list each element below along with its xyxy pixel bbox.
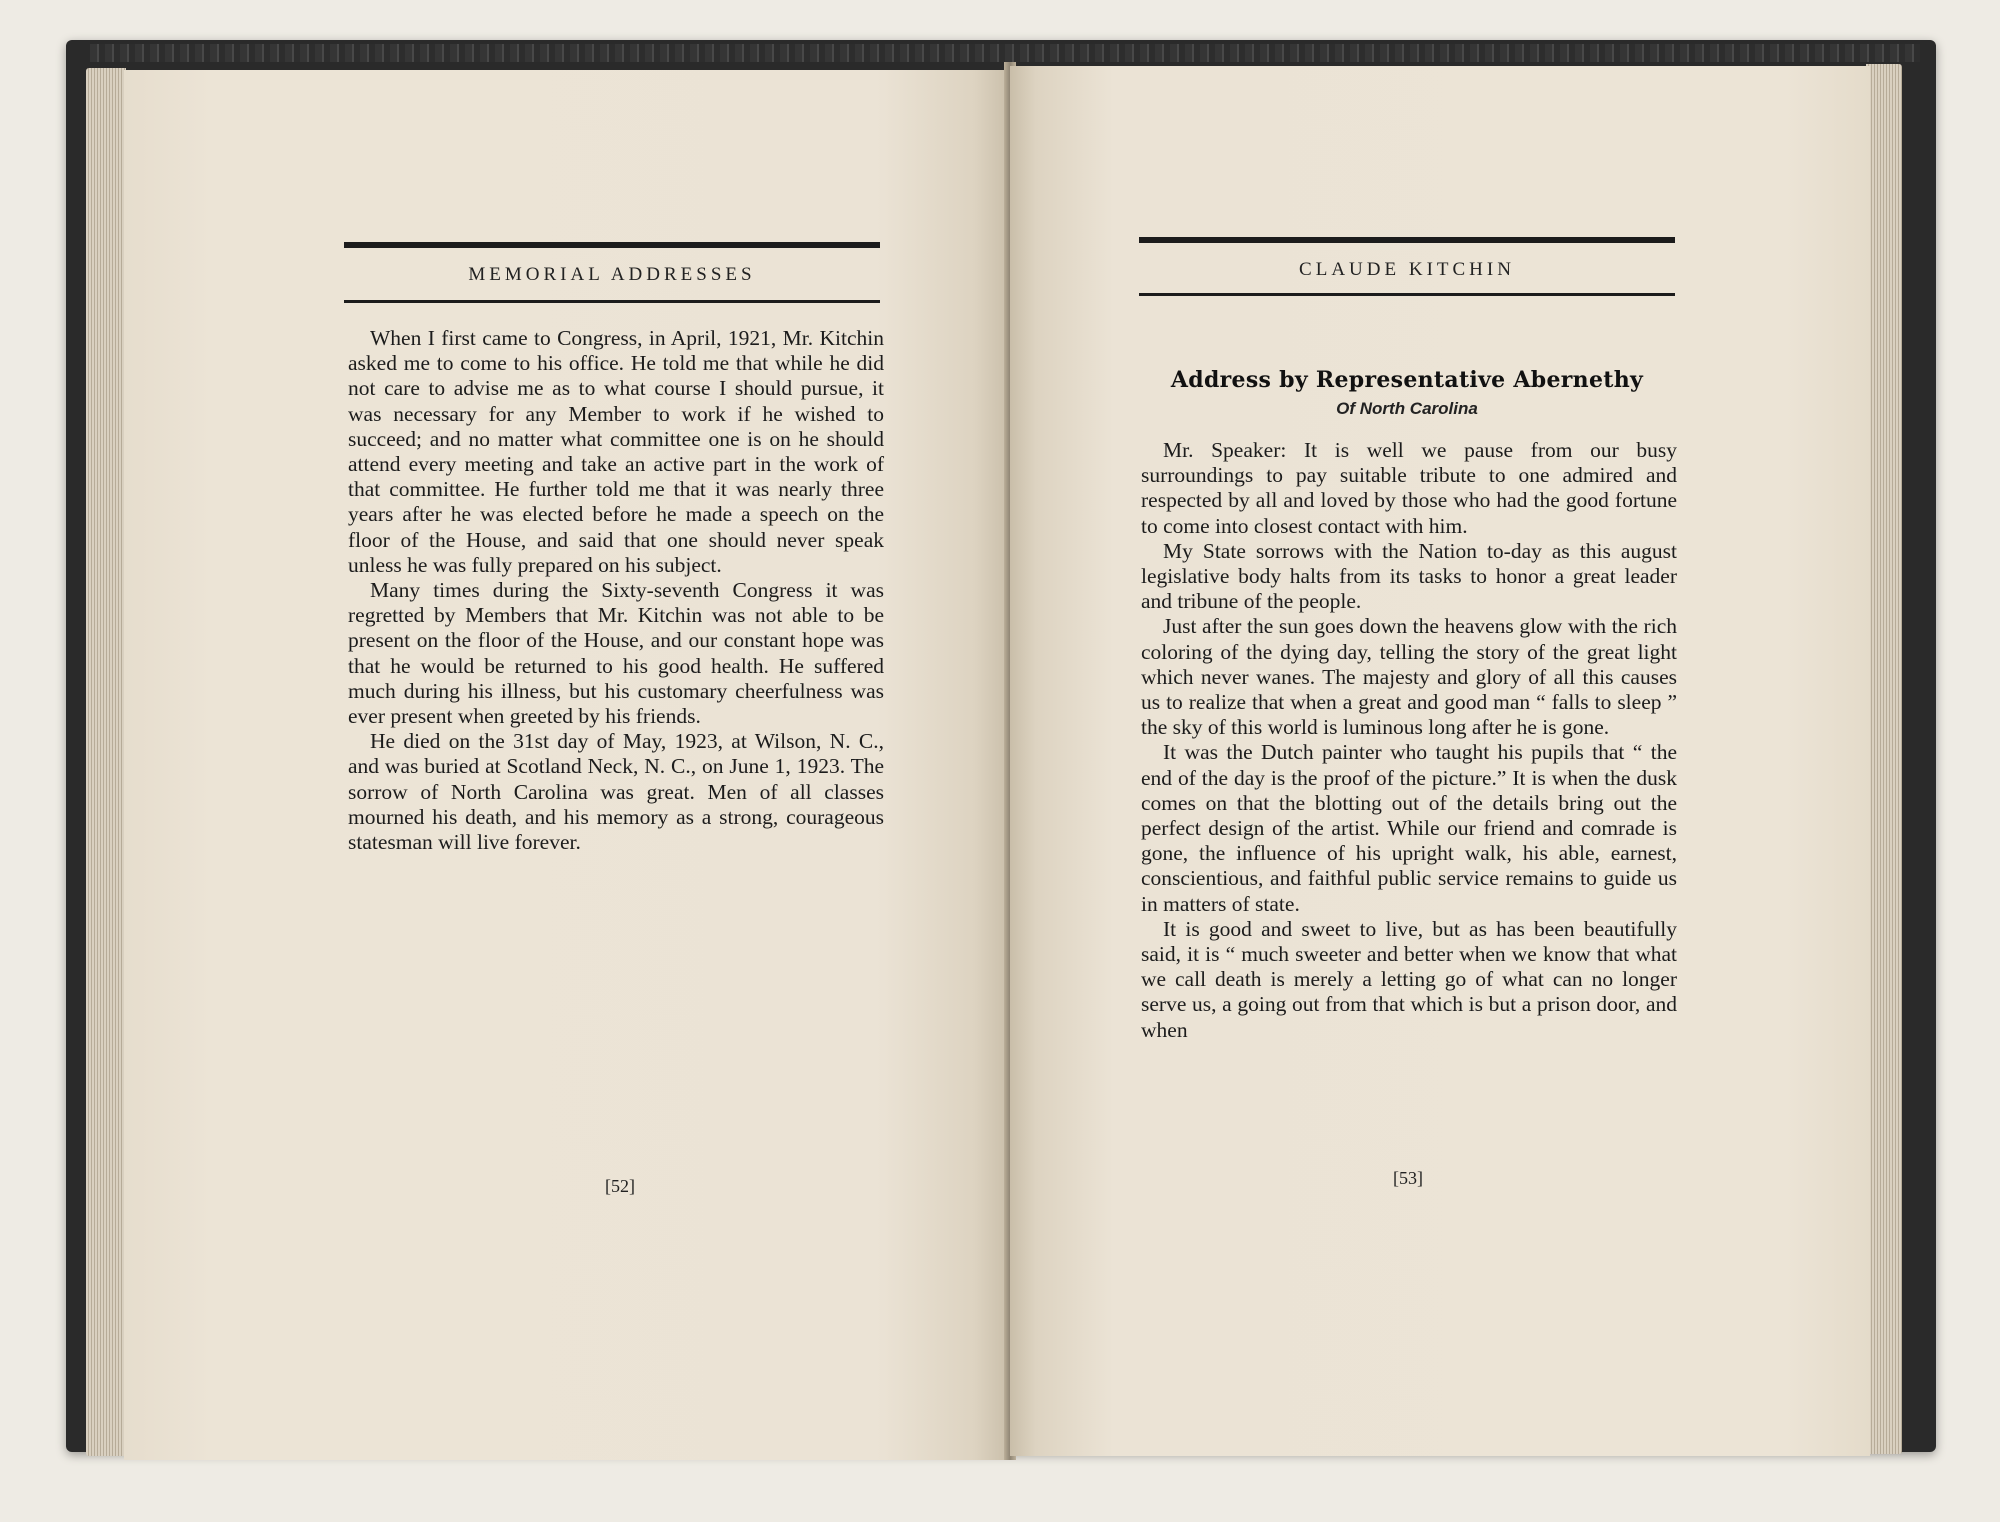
left-paragraph-1: When I first came to Congress, in April, 1921, Mr. Kitchin asked me to come to his office. He told me that while he did not care to advise me as to what course I should pursue, it was necessary for any Member to work if he wished to succeed; and no matter what committee one is on he should attend every meeting and take an active part in the work of that committee. He further told me that it was nearly three years after he was elected before he made a speech on the floor of the House, and said that one should never speak unless he was fully prepared on his subject. (348, 326, 884, 577)
left-top-rule (344, 242, 880, 248)
right-body-text (1141, 438, 1677, 1043)
right-paragraph-1: Mr. Speaker: It is well we pause from our busy surroundings to pay suitable tribute to one admired and respected by all and loved by those who had the good fortune to come into closest contact with him. (1141, 438, 1677, 538)
right-paragraph-5: It is good and sweet to live, but as has been beautifully said, it is “ much sweeter and better when we know that what we call death is merely a letting go of what can no longer serve us, a going out from that which is but a prison door, and when (1141, 916, 1677, 1042)
address-subtitle: Of North Carolina (1336, 399, 1478, 418)
right-page-edges (1866, 64, 1902, 1454)
left-paragraph-3: He died on the 31st day of May, 1923, at Wilson, N. C., and was buried at Scotland Neck, N. C., on June 1, 1923. The sorrow of North Carolina was great. Men of all classes mourned his death, and his memory as a strong, courageous statesman will live forever. (348, 729, 884, 855)
left-page-edges (86, 68, 126, 1456)
right-paragraph-2: My State sorrows with the Nation to-day as this august legislative body halts from its tasks to honor a great leader and tribune of the people. (1141, 538, 1677, 614)
address-title: Address by Representative Abernethy (1170, 367, 1644, 393)
left-body-text (348, 326, 884, 855)
left-bottom-rule (344, 300, 880, 303)
left-page-number: [52] (605, 1176, 635, 1196)
right-page-number: [53] (1393, 1168, 1423, 1188)
right-paragraph-3: Just after the sun goes down the heavens glow with the rich coloring of the dying day, telling the story of the great light which never wanes. The majesty and glory of all this causes us to realize that when a great and good man “ falls to sleep ” the sky of this world is luminous long after he is gone. (1141, 614, 1677, 740)
right-paragraph-4: It was the Dutch painter who taught his pupils that “ the end of the day is the proof of the picture.” It is when the dusk comes on that the blotting out of the details bring out the perfect design of the artist. While our friend and comrade is gone, the influence of his upright walk, his able, earnest, conscientious, and faithful public service remains to guide us in matters of state. (1141, 740, 1677, 916)
right-running-head: CLAUDE KITCHIN (1299, 259, 1515, 280)
cover-spine-wear (90, 44, 1920, 62)
left-paragraph-2: Many times during the Sixty-seventh Congress it was regretted by Members that Mr. Kitchin was not able to be present on the floor of the House, and our constant hope was that he would be returned to his good health. He suffered much during his illness, but his customary cheerfulness was ever present when greeted by his friends. (348, 578, 884, 729)
right-top-rule (1139, 237, 1675, 243)
left-running-head: MEMORIAL ADDRESSES (468, 264, 756, 285)
right-bottom-rule (1139, 293, 1675, 296)
